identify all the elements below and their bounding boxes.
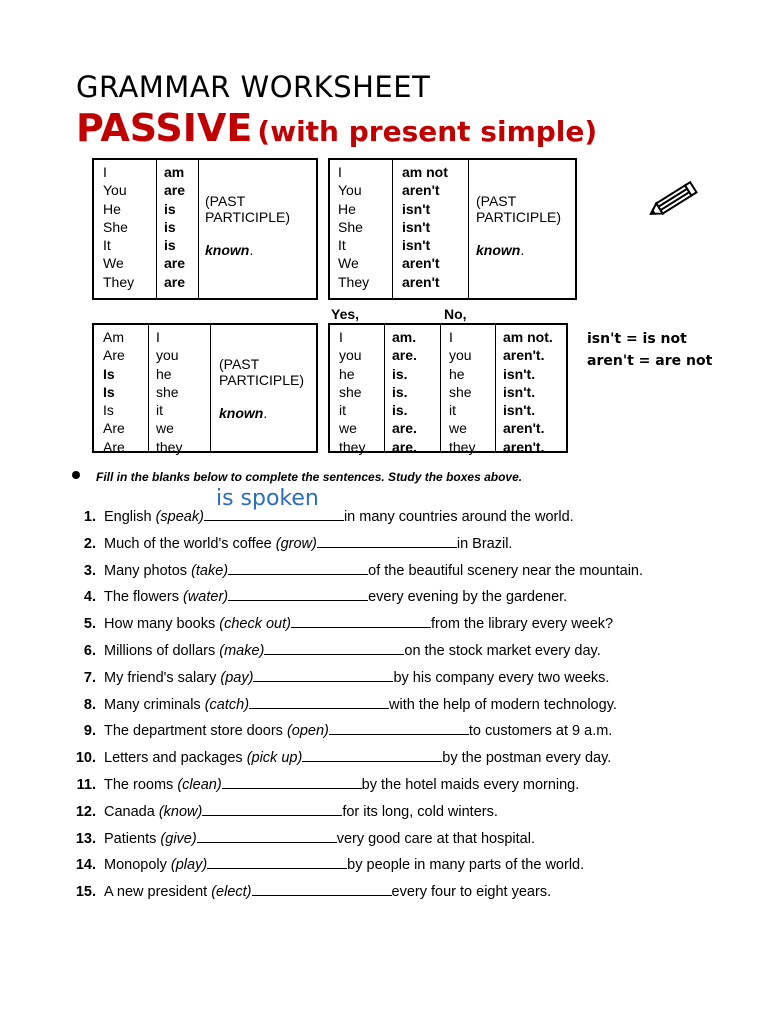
affirmative-verb-cell: am — [164, 164, 185, 180]
affirmative-verb-cell: are — [164, 182, 186, 199]
question-verb-hint: (give) — [160, 830, 197, 847]
question-number: 11. — [76, 777, 96, 793]
negative-subject-cell: We — [338, 255, 359, 272]
negative-verb-cell: aren't — [402, 273, 440, 290]
answer-blank[interactable] — [222, 774, 362, 789]
question-item — [60, 613, 613, 632]
question-text-after: for its long, cold winters. — [342, 803, 498, 820]
answer-blank[interactable] — [207, 854, 347, 869]
yes-verb-cell: is. — [392, 383, 408, 400]
worksheet-subtitle — [76, 106, 597, 150]
answer-blank[interactable] — [228, 586, 368, 601]
affirmative-subject-cell: You — [103, 182, 127, 199]
negative-subject-cell: He — [338, 200, 356, 217]
question-example: known. — [219, 405, 268, 421]
question-table — [92, 323, 318, 453]
no-subjects — [440, 325, 495, 455]
no-label: No, — [444, 306, 467, 322]
no-subject-cell: he — [449, 365, 465, 382]
no-subject-cell: they — [449, 438, 476, 455]
negative-verb-cell: isn't — [402, 218, 431, 235]
question-number: 5. — [83, 616, 96, 633]
negative-participle-column — [468, 160, 575, 298]
question-text-after: from the library every week? — [430, 616, 614, 633]
question-item — [60, 667, 609, 686]
question-text-before: The rooms — [104, 777, 178, 793]
question-verb-cell: Are — [103, 420, 125, 437]
subtitle-rest: (with present simple) — [257, 115, 598, 148]
negative-example: known. — [476, 242, 525, 258]
question-number: 1. — [83, 509, 96, 525]
question-text-before: My friend's salary — [104, 669, 221, 686]
negative-subject-cell: You — [338, 182, 362, 199]
question-verb-hint: (speak) — [155, 509, 204, 525]
affirmative-verb-cell: are — [164, 273, 186, 290]
question-verb-cell: Are — [103, 347, 125, 364]
question-verb-hint: (water) — [182, 589, 229, 606]
question-text-before: Many photos — [104, 562, 192, 579]
question-number: 4. — [83, 589, 96, 606]
no-verb-cell: isn't. — [503, 383, 536, 400]
question-subject-cell: I — [156, 329, 160, 345]
instructions: Fill in the blanks below to complete the sentences. Study the boxes above. — [96, 470, 523, 484]
yes-verbs — [384, 325, 440, 455]
question-verb-hint: (catch) — [204, 696, 250, 713]
yes-subject-cell: he — [339, 365, 355, 382]
question-verb-hint: (play) — [170, 857, 208, 874]
yes-verb-cell: is. — [392, 402, 408, 419]
question-subject-cell: they — [156, 438, 183, 455]
no-subject-cell: she — [449, 383, 472, 400]
question-text-after: by the hotel maids every morning. — [361, 777, 580, 793]
question-text-before: Much of the world's coffee — [104, 535, 276, 552]
note-isnt: isn't = is not — [587, 331, 687, 347]
answer-blank[interactable] — [228, 560, 368, 575]
pencil-icon — [643, 180, 703, 220]
no-subject-cell: you — [449, 347, 472, 364]
question-number: 3. — [83, 562, 96, 579]
yes-verb-cell: are. — [392, 347, 417, 364]
question-text-before: The flowers — [104, 589, 183, 606]
answer-blank[interactable] — [204, 486, 344, 521]
question-item — [60, 828, 535, 847]
question-item — [60, 881, 551, 900]
question-number: 6. — [83, 643, 96, 659]
worksheet-title: GRAMMAR WORKSHEET — [76, 70, 431, 104]
affirmative-subject-cell: It — [103, 237, 111, 254]
no-subject-cell: we — [449, 420, 467, 437]
no-subject-cell: it — [449, 402, 456, 419]
negative-verb-cell: aren't — [402, 255, 440, 272]
question-number: 14. — [75, 857, 96, 874]
question-text-after: to customers at 9 a.m. — [468, 723, 613, 740]
answer-blank[interactable] — [317, 533, 457, 548]
affirmative-subject-cell: I — [103, 164, 107, 180]
question-item — [60, 533, 512, 552]
question-item — [60, 640, 601, 659]
yes-verb-cell: are. — [392, 438, 417, 455]
affirmative-pp-label: (PAST PARTICIPLE) — [205, 193, 291, 225]
question-text-after: very good care at that hospital. — [336, 830, 535, 847]
question-text-after: every four to eight years. — [391, 884, 552, 901]
no-verb-cell: isn't. — [503, 365, 536, 382]
negative-verb-cell: isn't — [402, 237, 431, 254]
yes-verb-cell: am. — [392, 329, 417, 345]
negative-subjects — [330, 160, 392, 298]
instruction-bullet — [72, 471, 80, 479]
handwritten-answer: is spoken — [215, 486, 319, 511]
question-text-after: by his company every two weeks. — [393, 669, 610, 686]
subtitle-main: PASSIVE — [76, 106, 253, 150]
yes-subject-cell: we — [339, 420, 357, 437]
yes-label: Yes, — [331, 306, 360, 322]
negative-verb-cell: aren't — [402, 182, 440, 199]
affirmative-subjects — [94, 160, 156, 298]
question-item — [60, 801, 498, 820]
question-text-before: The department store doors — [104, 723, 287, 740]
question-number: 9. — [83, 723, 96, 740]
question-text-before: Many criminals — [104, 696, 205, 713]
no-subject-cell: I — [449, 329, 453, 345]
negative-verb-cell: am not — [402, 164, 448, 180]
negative-table — [328, 158, 577, 300]
answer-blank[interactable] — [291, 613, 431, 628]
question-text-before: Millions of dollars — [104, 643, 220, 659]
yes-subject-cell: she — [339, 383, 362, 400]
question-subjects — [148, 325, 210, 455]
question-text-before: Letters and packages — [104, 750, 247, 767]
question-text-after: with the help of modern technology. — [389, 696, 617, 713]
yes-subjects — [330, 325, 384, 455]
yes-verb-cell: is. — [392, 365, 408, 382]
affirmative-subject-cell: She — [103, 218, 128, 235]
no-verb-cell: aren't. — [503, 438, 545, 455]
question-text-before: English — [104, 509, 156, 525]
affirmative-verb-cell: is — [164, 200, 176, 217]
question-verb-hint: (clean) — [177, 777, 222, 793]
question-text-after: in many countries around the world. — [343, 509, 574, 525]
negative-verb-cell: isn't — [402, 200, 431, 217]
question-verb-hint: (take) — [191, 562, 229, 579]
answer-blank[interactable] — [302, 747, 442, 762]
affirmative-example: known. — [205, 242, 254, 258]
answer-blank[interactable] — [253, 667, 393, 682]
answer-blank[interactable] — [197, 828, 337, 843]
note-arent: aren't = are not — [587, 353, 713, 369]
question-item — [60, 774, 579, 793]
affirmative-subject-cell: He — [103, 200, 121, 217]
affirmative-verb-cell: is — [164, 237, 176, 254]
question-subject-cell: it — [156, 402, 163, 419]
question-text-before: Patients — [104, 830, 161, 847]
question-text-before: Monopoly — [104, 857, 171, 874]
short-answers-table — [328, 323, 568, 453]
affirmative-verb-cell: is — [164, 218, 176, 235]
question-participle-column — [210, 325, 316, 451]
yes-subject-cell: I — [339, 329, 343, 345]
question-verb-hint: (pick up) — [246, 750, 303, 767]
negative-verbs — [392, 160, 468, 298]
question-number: 12. — [75, 803, 96, 820]
negative-subject-cell: They — [338, 273, 370, 290]
question-text-before: Canada — [104, 803, 159, 820]
question-pp-label: (PAST PARTICIPLE) — [219, 356, 305, 388]
question-number: 15. — [75, 884, 96, 901]
question-verb-cell: Am — [103, 329, 124, 345]
question-text-after: by the postman every day. — [442, 750, 612, 767]
question-verb-cell: Is — [103, 365, 115, 382]
negative-pp-label: (PAST PARTICIPLE) — [476, 193, 562, 225]
negative-subject-cell: I — [338, 164, 342, 180]
question-subject-cell: you — [156, 347, 179, 364]
question-number: 2. — [83, 535, 96, 552]
no-verb-cell: am not. — [503, 329, 553, 345]
question-text-before: A new president — [104, 884, 212, 901]
question-item — [60, 720, 612, 739]
affirmative-participle-column — [198, 160, 316, 298]
question-verb-hint: (know) — [158, 803, 203, 820]
question-text-after: by people in many parts of the world. — [347, 857, 585, 874]
question-item — [60, 747, 611, 766]
yes-subject-cell: it — [339, 402, 346, 419]
question-item — [60, 694, 617, 713]
question-verbs — [94, 325, 148, 455]
question-subject-cell: she — [156, 383, 179, 400]
question-text-after: of the beautiful scenery near the mountain. — [368, 562, 644, 579]
affirmative-subject-cell: They — [103, 273, 135, 290]
no-verb-cell: aren't. — [503, 420, 545, 437]
answer-blank[interactable] — [329, 720, 469, 735]
question-verb-hint: (make) — [219, 643, 265, 659]
no-verb-cell: isn't. — [503, 402, 536, 419]
negative-subject-cell: It — [338, 237, 346, 254]
question-subject-cell: we — [156, 420, 174, 437]
question-item — [60, 586, 567, 605]
question-verb-hint: (check out) — [219, 616, 291, 633]
question-text-after: every evening by the gardener. — [368, 589, 568, 606]
yes-subject-cell: you — [339, 347, 362, 364]
affirmative-table — [92, 158, 318, 300]
question-number: 13. — [75, 830, 96, 847]
affirmative-verbs — [156, 160, 198, 298]
question-verb-cell: Is — [103, 402, 114, 419]
affirmative-subject-cell: We — [103, 255, 124, 272]
question-verb-hint: (open) — [286, 723, 329, 740]
question-item — [60, 560, 643, 579]
no-verb-cell: aren't. — [503, 347, 545, 364]
question-number: 8. — [83, 696, 96, 713]
question-verb-cell: Is — [103, 383, 115, 400]
yes-subject-cell: they — [339, 438, 366, 455]
question-verb-hint: (grow) — [275, 535, 317, 552]
question-number: 10. — [75, 750, 96, 767]
answer-blank[interactable] — [252, 881, 392, 896]
yes-verb-cell: are. — [392, 420, 417, 437]
question-subject-cell: he — [156, 365, 172, 382]
question-item — [60, 486, 574, 525]
question-text-before: How many books — [104, 616, 220, 633]
no-verbs — [495, 325, 566, 455]
question-text-after: in Brazil. — [456, 535, 513, 552]
question-verb-cell: Are — [103, 438, 125, 455]
question-verb-hint: (elect) — [211, 884, 252, 901]
question-verb-hint: (pay) — [220, 669, 254, 686]
affirmative-verb-cell: are — [164, 255, 186, 272]
question-item — [60, 854, 584, 873]
answer-blank[interactable] — [264, 640, 404, 655]
question-number: 7. — [83, 669, 96, 686]
negative-subject-cell: She — [338, 218, 363, 235]
answer-blank[interactable] — [202, 801, 342, 816]
question-text-after: on the stock market every day. — [404, 643, 601, 659]
answer-blank[interactable] — [249, 694, 389, 709]
